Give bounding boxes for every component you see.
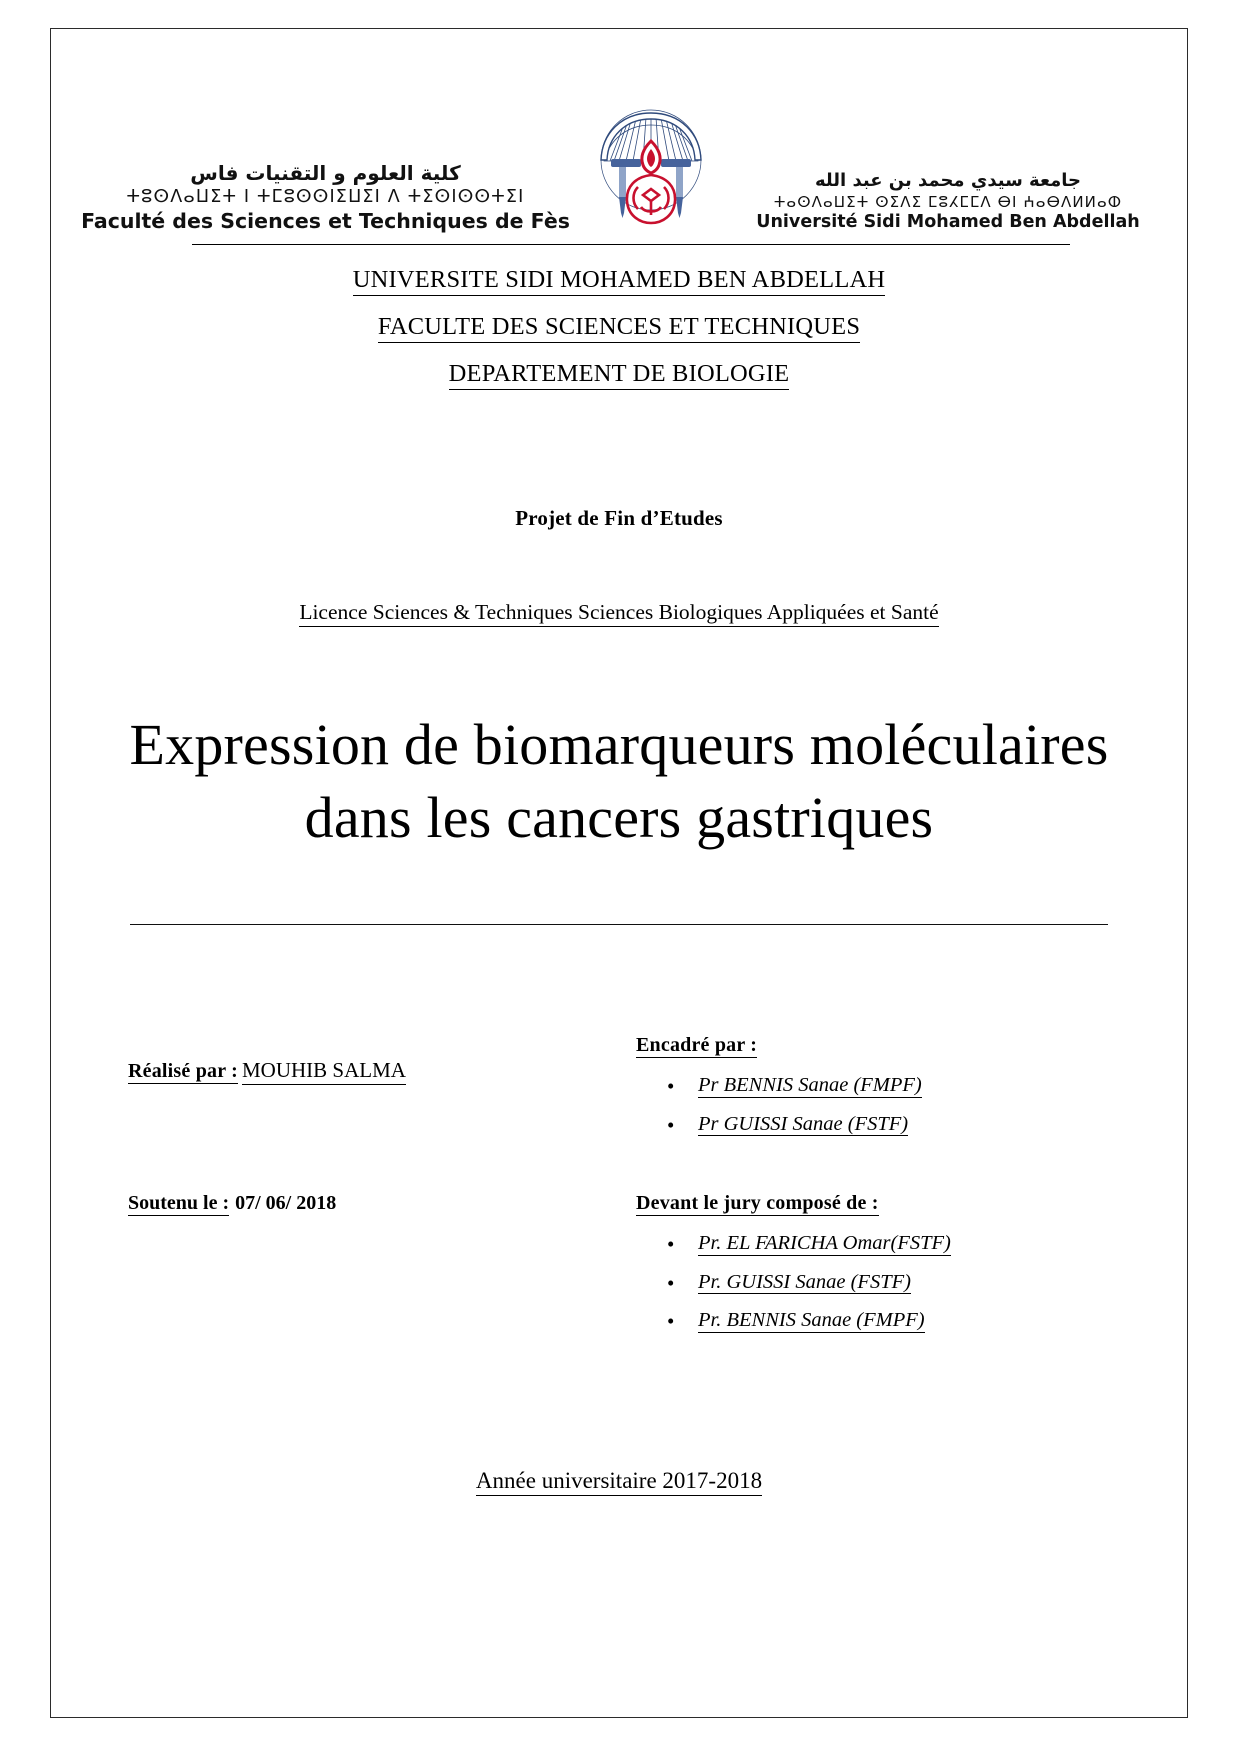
author-label [128, 1060, 238, 1083]
list-item [667, 1112, 1096, 1137]
author-label-text: Réalisé par : [128, 1060, 238, 1082]
defense-date-block [128, 1192, 558, 1215]
author-column [128, 1034, 558, 1085]
jury-member-name: Pr. BENNIS Sanae (FMPF) [698, 1309, 925, 1331]
people-section [50, 1034, 1188, 1333]
bullet-icon: • [667, 1112, 675, 1137]
institution-line-faculty [50, 313, 1188, 341]
supervisor-label [636, 1034, 757, 1057]
institution-line-department [50, 360, 1188, 388]
institution-line-university [50, 266, 1188, 294]
usmba-logo-tifinagh: ⵜⴰⵙⴷⴰⵡⵉⵜ ⵙⵉⴷⵉ ⵎⵓⵃⵎⵎⴷ ⴱⵏ ⵄⴰⴱⴷⵍⵍⴰⵀ [773, 192, 1123, 211]
institution-university-text: UNIVERSITE SIDI MOHAMED BEN ABDELLAH [353, 266, 886, 296]
defense-column [128, 1192, 558, 1215]
bullet-icon: • [667, 1232, 675, 1256]
fst-fes-logo [81, 160, 570, 233]
bullet-icon: • [667, 1309, 675, 1333]
header-divider [192, 244, 1070, 245]
fst-logo-french: Faculté des Sciences et Techniques de Fès [81, 208, 570, 233]
list-item [667, 1232, 1096, 1256]
page-title: Expression de biomarqueurs moléculaires dans les cancers gastriques [129, 712, 1109, 851]
jury-column [636, 1192, 1096, 1349]
jury-label [636, 1192, 879, 1215]
degree-line [50, 600, 1188, 625]
supervisor-column [636, 1034, 1096, 1152]
supervisor-list [636, 1075, 1096, 1136]
list-item [667, 1074, 1096, 1098]
title-divider [130, 924, 1108, 925]
defense-date: 07/ 06/ 2018 [235, 1192, 337, 1214]
list-item [667, 1270, 1096, 1295]
supervisor-label-text: Encadré par : [636, 1034, 758, 1056]
institution-faculty-text: FACULTE DES SCIENCES ET TECHNIQUES [378, 313, 860, 343]
jury-member-name: Pr. GUISSI Sanae (FSTF) [698, 1270, 911, 1293]
fst-logo-arabic: كلية العلوم و التقنيات فاس [190, 160, 461, 185]
academic-year-footer [50, 1468, 1188, 1494]
defense-label: Soutenu le : [128, 1192, 230, 1214]
academic-year-text: Année universitaire 2017-2018 [476, 1468, 762, 1496]
header-logos [81, 103, 1140, 233]
bullet-icon: • [667, 1074, 675, 1098]
jury-list [636, 1233, 1096, 1333]
usmba-logo-french: Université Sidi Mohamed Ben Abdellah [756, 212, 1140, 233]
university-emblem-icon [593, 103, 709, 231]
supervisor-name: Pr BENNIS Sanae (FMPF) [698, 1074, 922, 1096]
bullet-icon: • [667, 1270, 675, 1295]
project-type-label: Projet de Fin d’Etudes [515, 506, 723, 530]
page-content [50, 28, 1188, 1718]
degree-text: Licence Sciences & Techniques Sciences Biologiques Appliquées et Santé [299, 600, 938, 627]
list-item [667, 1309, 1096, 1333]
institution-department-text: DEPARTEMENT DE BIOLOGIE [449, 360, 790, 390]
author-name: MOUHIB SALMA [242, 1058, 406, 1085]
jury-member-name: Pr. EL FARICHA Omar(FSTF) [698, 1232, 951, 1254]
usmba-logo-arabic: جامعة سيدي محمد بن عبد الله [814, 170, 1081, 192]
usmba-logo [756, 170, 1140, 233]
jury-label-text: Devant le jury composé de : [636, 1192, 879, 1214]
fst-logo-tifinagh: ⵜⵓⵙⴷⴰⵡⵉⵜ ⵏ ⵜⵎⵓⵙⵙⵏⵉⵡⵉⵏ ⴷ ⵜⵉⵙⵏⵙⵙⵜⵉⵏ [126, 187, 525, 208]
supervisor-name: Pr GUISSI Sanae (FSTF) [698, 1112, 909, 1135]
